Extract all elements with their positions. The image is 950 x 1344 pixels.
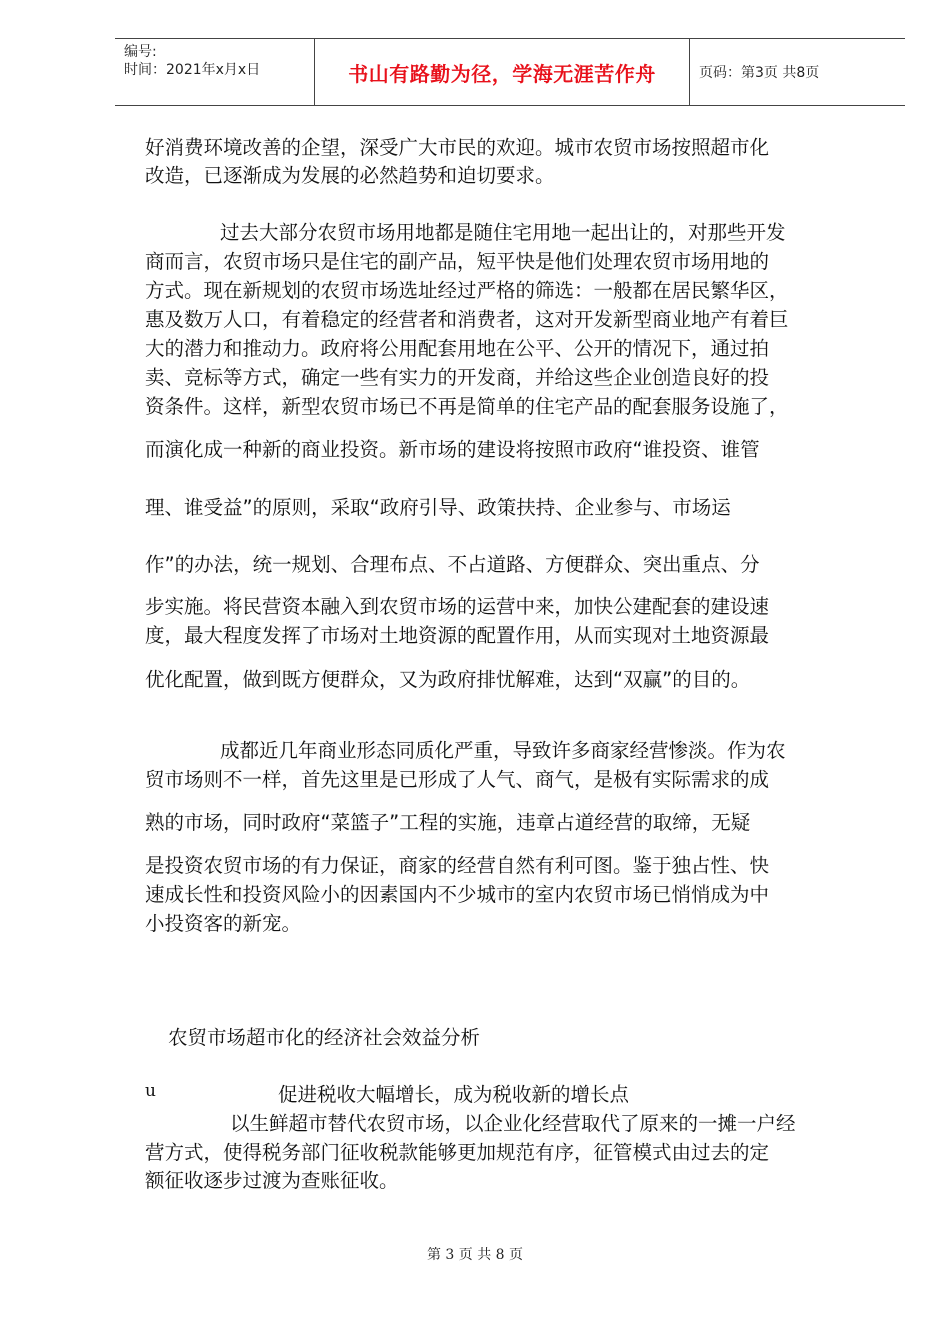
- body-line: 商而言，农贸市场只是住宅的副产品，短平快是他们处理农贸市场用地的: [145, 250, 770, 273]
- body-line: 而演化成一种新的商业投资。新市场的建设将按照市政府“谁投资、谁管: [145, 438, 760, 461]
- page-header: [115, 38, 905, 106]
- body-line: 卖、竞标等方式，确定一些有实力的开发商，并给这些企业创造良好的投: [145, 366, 770, 389]
- header-motto-cell: [315, 39, 690, 105]
- page-footer: 第 3 页 共 8 页: [426, 1247, 524, 1263]
- header-page-cell: [690, 39, 905, 105]
- time-label: 时间：2021年x月x日: [124, 62, 261, 78]
- body-line: 作”的办法，统一规划、合理布点、不占道路、方便群众、突出重点、分: [145, 553, 760, 576]
- body-line: 过去大部分农贸市场用地都是随住宅用地一起出让的，对那些开发: [220, 221, 786, 244]
- body-line: 速成长性和投资风险小的因素国内不少城市的室内农贸市场已悄悄成为中: [145, 883, 770, 906]
- body-line: 成都近几年商业形态同质化严重，导致许多商家经营惨淡。作为农: [220, 739, 786, 762]
- body-line: 是投资农贸市场的有力保证，商家的经营自然有利可图。鉴于独占性、快: [145, 854, 770, 877]
- body-line: 贸市场则不一样，首先这里是已形成了人气、商气，是极有实际需求的成: [145, 768, 770, 791]
- header-meta: [115, 39, 315, 105]
- body-line: 惠及数万人口，有着稳定的经营者和消费者，这对开发新型商业地产有着巨: [145, 308, 789, 331]
- body-line: 资条件。这样，新型农贸市场已不再是简单的住宅产品的配套服务设施了，: [145, 395, 789, 418]
- body-line: 额征收逐步过渡为查账征收。: [145, 1169, 399, 1192]
- body-line: 小投资客的新宠。: [145, 912, 302, 935]
- body-line: 理、谁受益”的原则，采取“政府引导、政策扶持、企业参与、市场运: [145, 496, 731, 519]
- body-line: 度，最大程度发挥了市场对土地资源的配置作用，从而实现对土地资源最: [145, 624, 770, 647]
- number-label: 编号:: [124, 44, 157, 60]
- page-code: 页码：第3页 共8页: [699, 65, 820, 81]
- body-line: 优化配置，做到既方便群众，又为政府排忧解难，达到“双赢”的目的。: [145, 668, 751, 691]
- body-line: 大的潜力和推动力。政府将公用配套用地在公平、公开的情况下，通过拍: [145, 337, 770, 360]
- body-line: 好消费环境改善的企望，深受广大市民的欢迎。城市农贸市场按照超市化: [145, 136, 770, 159]
- body-line: 方式。现在新规划的农贸市场选址经过严格的筛选：一般都在居民繁华区，: [145, 279, 789, 302]
- body-line: 步实施。将民营资本融入到农贸市场的运营中来，加快公建配套的建设速: [145, 595, 770, 618]
- bullet-heading: 促进税收大幅增长，成为税收新的增长点: [278, 1083, 630, 1106]
- bullet-mark: u: [145, 1081, 156, 1101]
- body-line: 营方式，使得税务部门征收税款能够更加规范有序，征管模式由过去的定: [145, 1141, 770, 1164]
- body-line: 以生鲜超市替代农贸市场，以企业化经营取代了原来的一摊一户经: [230, 1112, 796, 1135]
- motto-text: 书山有路勤为径，学海无涯苦作舟: [348, 61, 656, 86]
- body-line: 熟的市场，同时政府“菜篮子”工程的实施，违章占道经营的取缔，无疑: [145, 811, 751, 834]
- section-heading: 农贸市场超市化的经济社会效益分析: [168, 1026, 481, 1049]
- body-line: 改造，已逐渐成为发展的必然趋势和迫切要求。: [145, 164, 555, 187]
